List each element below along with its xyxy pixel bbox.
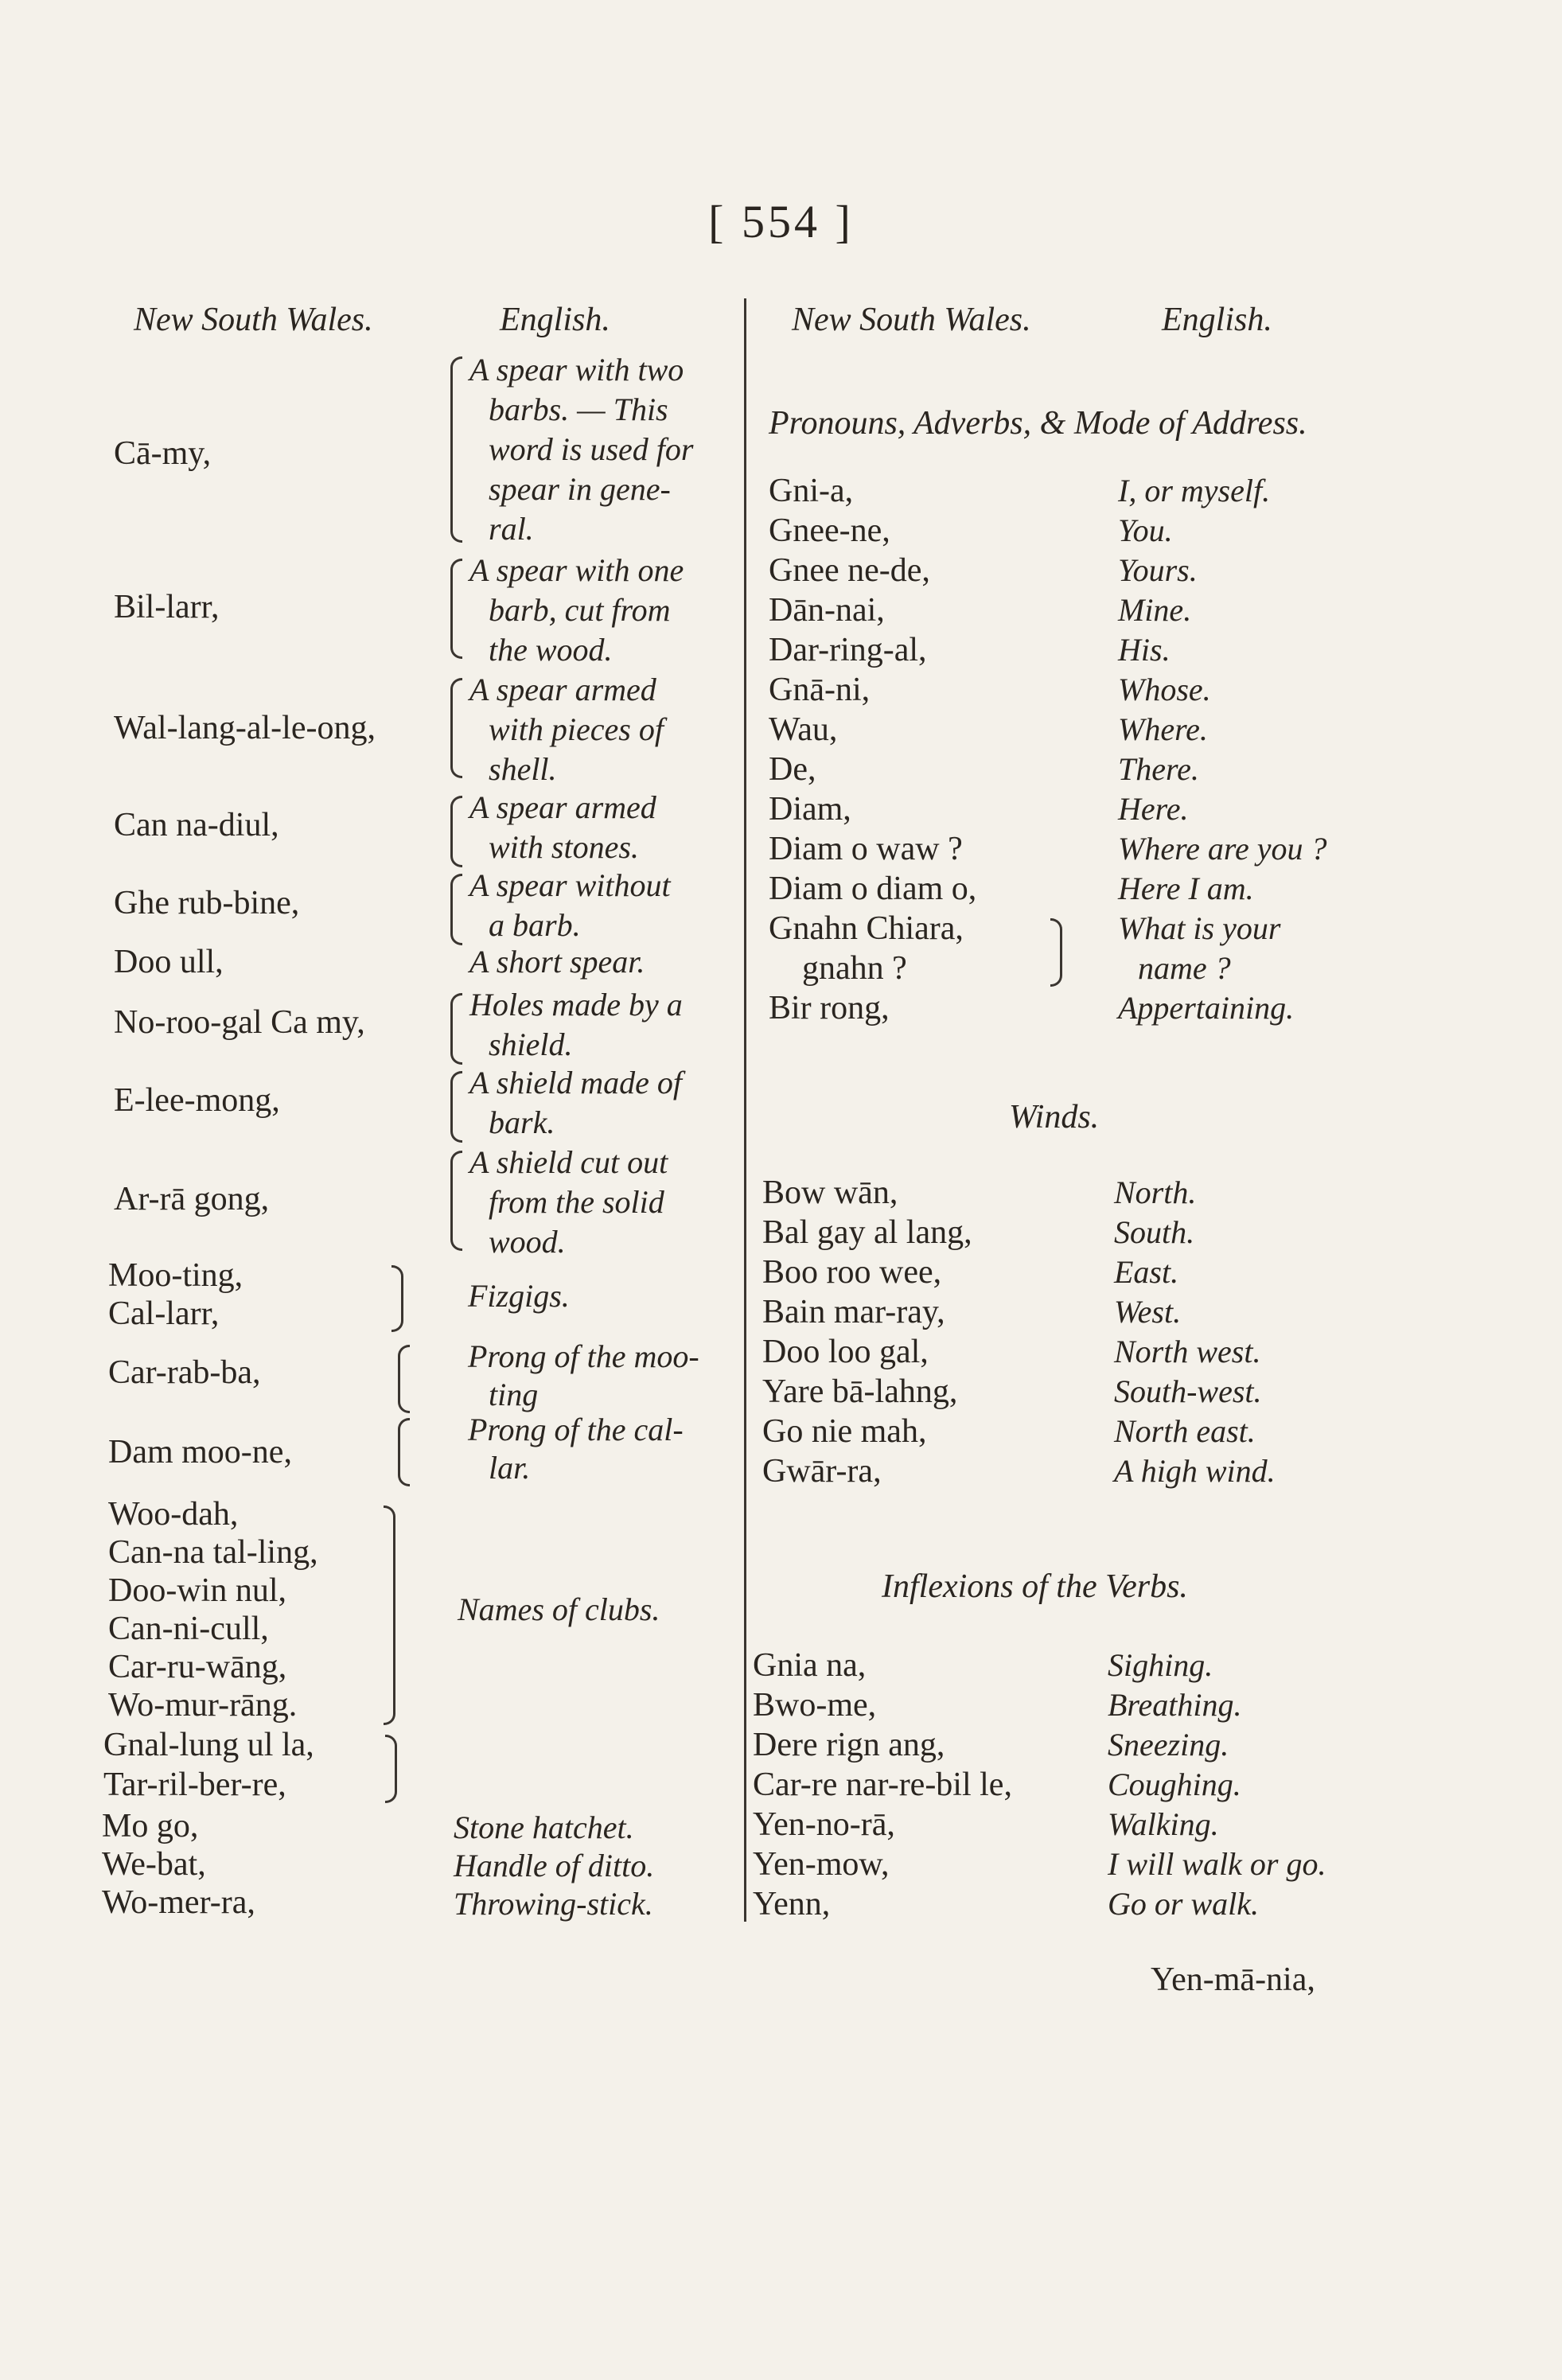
eng-line: A spear with two (469, 352, 684, 388)
eng: Sneezing. (1108, 1727, 1229, 1763)
eng-line: A shield cut out (469, 1144, 668, 1180)
eng: South-west. (1114, 1373, 1262, 1409)
eng-line: A shield made of (469, 1065, 683, 1100)
brace (450, 993, 462, 1065)
eng: Coughing. (1108, 1766, 1241, 1802)
term: Diam o waw ? (769, 831, 963, 867)
term: Gnee-ne, (769, 512, 890, 549)
term-gherubbine: Ghe rub-bine, (114, 885, 300, 921)
catchword: Yen-mā-nia, (1151, 1961, 1315, 1998)
term: Yenn, (753, 1886, 831, 1922)
eng-line: Holes made by a (469, 987, 683, 1023)
term: Yen-no-rā, (753, 1806, 895, 1843)
term-billarr: Bil-larr, (114, 589, 220, 625)
term: Boo roo wee, (762, 1254, 942, 1291)
left-header-nsw: New South Wales. (134, 302, 373, 338)
eng-line: the wood. (489, 632, 613, 668)
term: Bain mar-ray, (762, 1294, 945, 1330)
term: Yare bā-lahng, (762, 1373, 958, 1410)
pronouns-title: Pronouns, Adverbs, & Mode of Address. (769, 405, 1307, 442)
term-club: Wo-mur-rāng. (108, 1687, 298, 1724)
eng-line: Handle of ditto. (454, 1848, 655, 1883)
eng-line: A short spear. (469, 944, 645, 980)
eng-line: word is used for (489, 431, 694, 467)
eng: You. (1118, 512, 1173, 548)
eng: South. (1114, 1214, 1195, 1250)
brace (450, 356, 462, 543)
term: De, (769, 751, 816, 788)
column-divider (744, 298, 746, 1922)
eng: East. (1114, 1254, 1179, 1290)
eng: I will walk or go. (1108, 1846, 1326, 1882)
eng-clubs: Names of clubs. (458, 1591, 660, 1627)
eng-line: wood. (489, 1224, 566, 1260)
term-club: Can-ni-cull, (108, 1611, 269, 1647)
term: Gnahn Chiara, (769, 910, 964, 947)
brace (450, 678, 462, 778)
eng: Mine. (1118, 592, 1192, 628)
term: Diam o diam o, (769, 871, 977, 907)
term: Dar-ring-al, (769, 632, 927, 668)
term: Gwār-ra, (762, 1453, 882, 1490)
term-club: Car-ru-wāng, (108, 1649, 287, 1685)
eng-line: a barb. (489, 907, 581, 943)
eng-line: Stone hatchet. (454, 1809, 634, 1845)
eng: Walking. (1108, 1806, 1219, 1842)
eng-line: lar. (489, 1450, 531, 1486)
eng: His. (1118, 632, 1171, 668)
term-mogo: Mo go, (102, 1808, 199, 1844)
page-number: [ 554 ] (708, 196, 854, 247)
eng-line: barb, cut from (489, 592, 671, 628)
term-gnallung: Gnal-lung ul la, (103, 1727, 314, 1763)
term: Bir rong, (769, 990, 890, 1026)
term-arragong: Ar-rā gong, (114, 1181, 270, 1217)
eng: Where. (1118, 711, 1208, 747)
eng-line: A spear armed (469, 789, 656, 825)
brace (450, 874, 462, 945)
term-camy: Cā-my, (114, 435, 212, 472)
eng-line: Prong of the moo- (468, 1338, 699, 1374)
eng-line: barbs. — This (489, 391, 668, 427)
eng: Whose. (1118, 672, 1211, 707)
eng: North. (1114, 1174, 1197, 1210)
eng-line: spear in gene- (489, 471, 671, 507)
right-header-english: English. (1162, 302, 1272, 338)
eng: What is your (1118, 910, 1281, 946)
term: Dān-nai, (769, 592, 885, 629)
eng-fizgigs: Fizgigs. (468, 1278, 570, 1314)
eng: West. (1114, 1294, 1182, 1330)
eng-line: shield. (489, 1026, 573, 1062)
term: Diam, (769, 791, 851, 828)
eng: A high wind. (1114, 1453, 1276, 1489)
eng-line: ting (489, 1377, 539, 1412)
eng: Go or walk. (1108, 1886, 1259, 1922)
term: Doo loo gal, (762, 1334, 929, 1370)
term-club: Can-na tal-ling, (108, 1534, 318, 1571)
term: Gnee ne-de, (769, 552, 930, 589)
term: Bow wān, (762, 1174, 898, 1211)
term: Bwo-me, (753, 1687, 877, 1724)
term: Car-re nar-re-bil le, (753, 1766, 1012, 1803)
eng-line: A spear armed (469, 672, 656, 707)
brace (398, 1345, 410, 1413)
brace (398, 1418, 410, 1486)
term-womerra: Wo-mer-ra, (102, 1884, 255, 1921)
left-header-english: English. (500, 302, 610, 338)
eng: Sighing. (1108, 1647, 1213, 1683)
eng: There. (1118, 751, 1199, 787)
eng-line: from the solid (489, 1184, 664, 1220)
term-dooull: Doo ull, (114, 944, 224, 980)
term-eleemong: E-lee-mong, (114, 1082, 280, 1119)
term: Dere rign ang, (753, 1727, 945, 1763)
term: Gnia na, (753, 1647, 867, 1684)
term: Bal gay al lang, (762, 1214, 972, 1251)
eng: Yours. (1118, 552, 1198, 588)
brace (385, 1735, 397, 1803)
eng: Here. (1118, 791, 1189, 827)
eng: Appertaining. (1118, 990, 1295, 1026)
eng-line: Prong of the cal- (468, 1412, 684, 1447)
eng-line: ral. (489, 511, 534, 547)
eng: Here I am. (1118, 871, 1254, 906)
term-club: Woo-dah, (108, 1496, 239, 1533)
eng-line: with stones. (489, 829, 639, 865)
eng-line: shell. (489, 751, 557, 787)
eng-line: A spear without (469, 867, 671, 903)
eng: Breathing. (1108, 1687, 1242, 1723)
eng-line: Throwing-stick. (454, 1886, 653, 1922)
eng: North east. (1114, 1413, 1256, 1449)
brace (450, 796, 462, 867)
brace (450, 1071, 462, 1143)
brace (450, 1151, 462, 1251)
eng: North west. (1114, 1334, 1261, 1369)
term: Gnā-ni, (769, 672, 871, 708)
term-wallang: Wal-lang-al-le-ong, (114, 710, 376, 746)
term-dammoone: Dam moo-ne, (108, 1434, 292, 1470)
winds-title: Winds. (1009, 1099, 1100, 1135)
eng: Where are you ? (1118, 831, 1327, 867)
eng: name ? (1138, 950, 1231, 986)
brace (384, 1506, 395, 1725)
eng-line: bark. (489, 1104, 555, 1140)
term-club: Doo-win nul, (108, 1572, 286, 1609)
brace (450, 559, 462, 659)
eng: I, or myself. (1118, 473, 1271, 508)
term-carrabba: Car-rab-ba, (108, 1354, 261, 1391)
brace (1050, 918, 1062, 987)
term-noroogal: No-roo-gal Ca my, (114, 1004, 365, 1041)
right-header-nsw: New South Wales. (792, 302, 1031, 338)
term-cannadiul: Can na-diul, (114, 807, 279, 843)
verbs-title: Inflexions of the Verbs. (882, 1568, 1188, 1605)
term: gnahn ? (802, 950, 907, 987)
term-webat: We-bat, (102, 1846, 206, 1883)
term-tarrilberre: Tar-ril-ber-re, (103, 1766, 286, 1803)
term: Wau, (769, 711, 838, 748)
brace (391, 1265, 403, 1332)
term: Yen-mow, (753, 1846, 890, 1883)
eng-line: with pieces of (489, 711, 664, 747)
term-mooting: Moo-ting, (108, 1257, 243, 1294)
term: Go nie mah, (762, 1413, 927, 1450)
term: Gni-a, (769, 473, 854, 509)
term-callarr: Cal-larr, (108, 1295, 220, 1332)
eng-line: A spear with one (469, 552, 684, 588)
